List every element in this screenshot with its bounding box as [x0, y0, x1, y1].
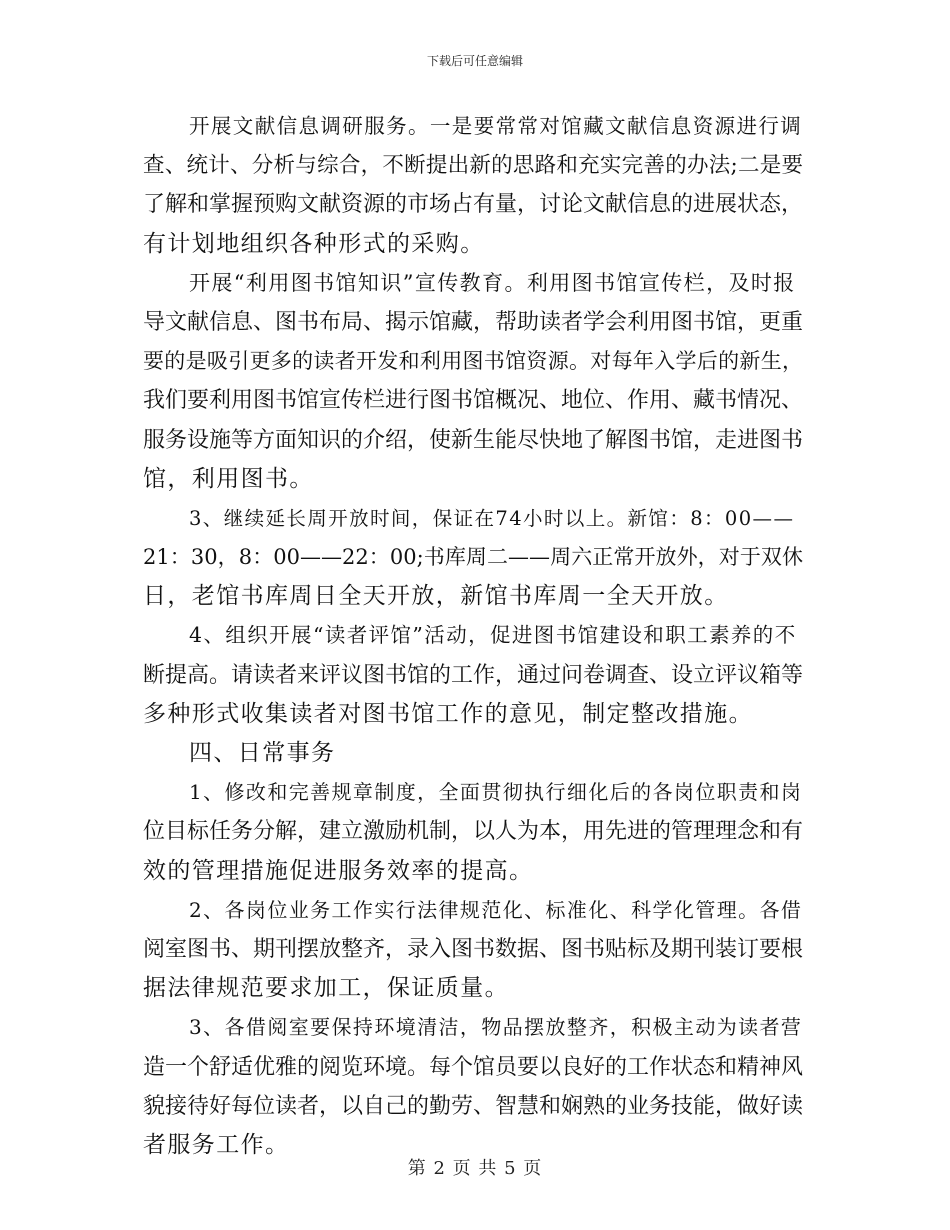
section-heading: 四、日常事务	[189, 740, 336, 766]
text-line: 开展文献信息调研服务。一是要常常对馆藏文献信息资源进行调	[189, 114, 803, 138]
text-line: 2、各岗位业务工作实行法律规范化、标准化、科学化管理。各借	[189, 897, 803, 922]
text-line: 4、组织开展“读者评馆”活动，促进图书馆建设和职工素养的不	[189, 623, 797, 648]
page-number: 第 2 页 共 5 页	[407, 1158, 543, 1179]
text-line: 导文献信息、图书布局、揭示馆藏，帮助读者学会利用图书馆，更重	[143, 309, 804, 335]
text-line: 21：30，8：00——22：00;书库周二——周六正常开放外，对于双休	[143, 545, 803, 570]
text-line: 阅室图书、期刊摆放整齐，录入图书数据、图书贴标及期刊装订要根	[143, 936, 804, 962]
text-line: 3、各借阅室要保持环境清洁，物品摆放整齐，积极主动为读者营	[189, 1015, 803, 1040]
page-header-note: 下载后可任意编辑	[426, 54, 523, 68]
text-line: 馆，利用图书。	[143, 465, 314, 492]
text-line: 3、继续延长周开放时间，保证在74小时以上。新馆：8：00——	[189, 506, 795, 530]
text-line: 查、统计、分析与综合，不断提出新的思路和充实完善的办法;二是要	[143, 153, 803, 179]
text-line: 要的是吸引更多的读者开发和利用图书馆资源。对每年入学后的新生，	[143, 349, 803, 374]
text-line: 貌接待好每位读者，以自己的勤劳、智慧和娴熟的业务技能，做好读	[143, 1093, 804, 1119]
text-line: 位目标任务分解，建立激励机制，以人为本，用先进的管理理念和有	[143, 819, 804, 845]
text-line: 据法律规范要求加工，保证质量。	[143, 975, 509, 1002]
text-line: 服务设施等方面知识的介绍，使新生能尽快地了解图书馆，走进图书	[143, 427, 804, 453]
text-line: 造一个舒适优雅的阅览环境。每个馆员要以良好的工作状态和精神风	[143, 1054, 804, 1080]
text-line: 我们要利用图书馆宣传栏进行图书馆概况、地位、作用、藏书情况、	[143, 388, 804, 414]
document-body	[143, 107, 803, 1165]
text-line: 者服务工作。	[143, 1131, 290, 1158]
text-line: 开展“利用图书馆知识”宣传教育。利用图书馆宣传栏，及时报	[189, 270, 796, 295]
text-line: 效的管理措施促进服务效率的提高。	[143, 857, 534, 884]
text-line: 有计划地组织各种形式的采购。	[143, 230, 485, 257]
text-line: 了解和掌握预购文献资源的市场占有量，讨论文献信息的进展状态，	[143, 192, 804, 218]
text-line: 多种形式收集读者对图书馆工作的意见，制定整改措施。	[143, 700, 753, 727]
text-line: 1、修改和完善规章制度，全面贯彻执行细化后的各岗位职责和岗	[189, 780, 803, 805]
text-line: 断提高。请读者来评议图书馆的工作，通过问卷调查、设立评议箱等	[143, 662, 804, 688]
text-line: 日，老馆书库周日全天开放，新馆书库周一全天开放。	[143, 583, 729, 610]
